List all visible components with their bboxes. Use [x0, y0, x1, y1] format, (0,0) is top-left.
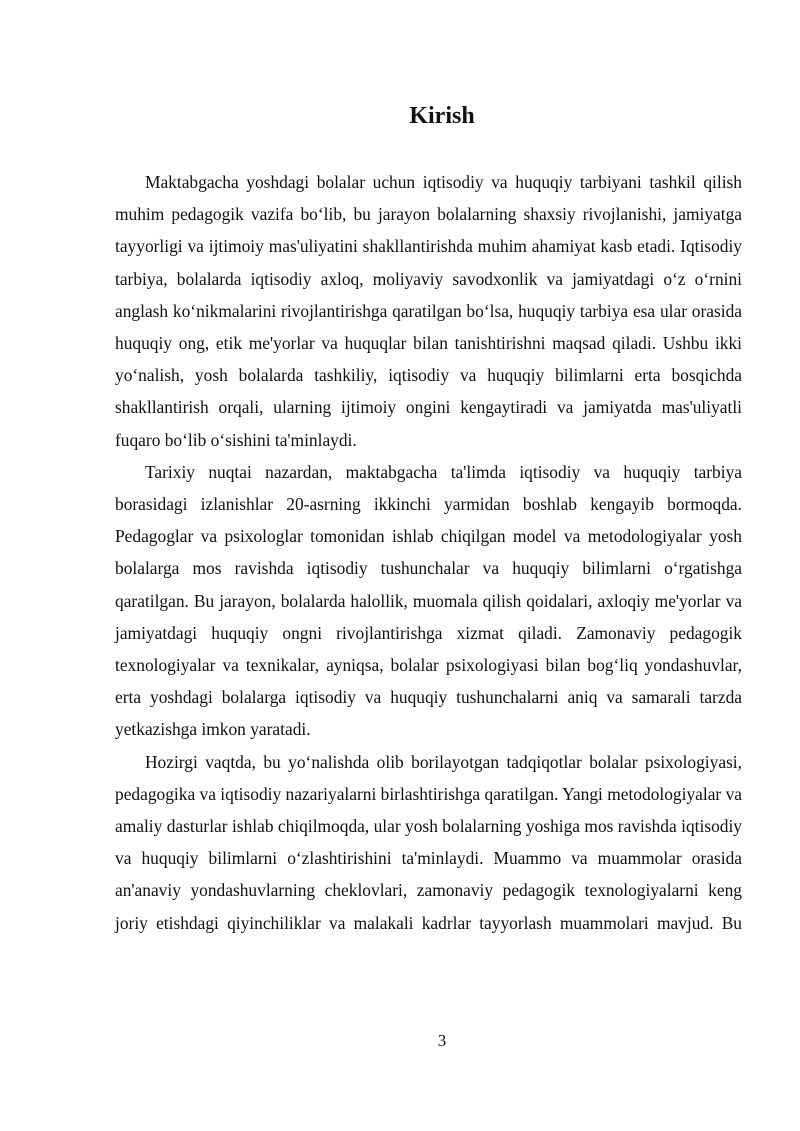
- page-title: Kirish: [409, 103, 475, 129]
- body-text: [115, 166, 742, 939]
- paragraph-2: Tarixiy nuqtai nazardan, maktabgacha ta'limda iqtisodiy va huquqiy tarbiya borasidagi izlanishlar 20-asrning ikkinchi yarmidan boshlab kengayib bormoqda. Pedagoglar va psixologlar tomonidan ishlab chiqilgan model va metodologiyalar yosh bolalarga mos ravishda iqtisodiy tushunchalar va huquqiy bilimlarni o‘rgatishga qaratilgan. Bu jarayon, bolalarda halollik, muomala qilish qoidalari, axloqiy me'yorlar va jamiyatdagi huquqiy ongni rivojlantirishga xizmat qiladi. Zamonaviy pedagogik texnologiyalar va texnikalar, ayniqsa, bolalar psixologiyasi bilan bog‘liq yondashuvlar, erta yoshdagi bolalarga iqtisodiy va huquqiy tushunchalarni aniq va samarali tarzda yetkazishga imkon yaratadi.: [115, 461, 742, 740]
- paragraph-1: Maktabgacha yoshdagi bolalar uchun iqtisodiy va huquqiy tarbiyani tashkil qilish muhim pedagogik vazifa bo‘lib, bu jarayon bolalarning shaxsiy rivojlanishi, jamiyatga tayyorligi va ijtimoiy mas'uliyatini shakllantirishda muhim ahamiyat kasb etadi. Iqtisodiy tarbiya, bolalarda iqtisodiy axloq, moliyaviy savodxonlik va jamiyatdagi o‘z o‘rnini anglash ko‘nikmalarini rivojlantirishga qaratilgan bo‘lsa, huquqiy tarbiya esa ular orasida huquqiy ong, etik me'yorlar va huquqlar bilan tanishtirishni maqsad qiladi. Ushbu ikki yo‘nalish, yosh bolalarda tashkiliy, iqtisodiy va huquqiy bilimlarni erta bosqichda shakllantirish orqali, ularning ijtimoiy ongini kengaytiradi va jamiyatda mas'uliyatli fuqaro bo‘lib o‘sishini ta'minlaydi.: [115, 172, 742, 450]
- page-number: 3: [437, 1031, 447, 1050]
- paragraph-3: Hozirgi vaqtda, bu yo‘nalishda olib borilayotgan tadqiqotlar bolalar psixologiyasi, pedagogika va iqtisodiy nazariyalarni birlashtirishga qaratilgan. Yangi metodologiyalar va amaliy dasturlar ishlab chiqilmoqda, ular yosh bolalarning yoshiga mos ravishda iqtisodiy va huquqiy bilimlarni o‘zlashtirishini ta'minlaydi. Muammo va muammolar orasida an'anaviy yondashuvlarning cheklovlari, zamonaviy pedagogik texnologiyalarni keng joriy etishdagi qiyinchiliklar va malakali kadrlar tayyorlash muammolari mavjud. Bu: [115, 751, 742, 933]
